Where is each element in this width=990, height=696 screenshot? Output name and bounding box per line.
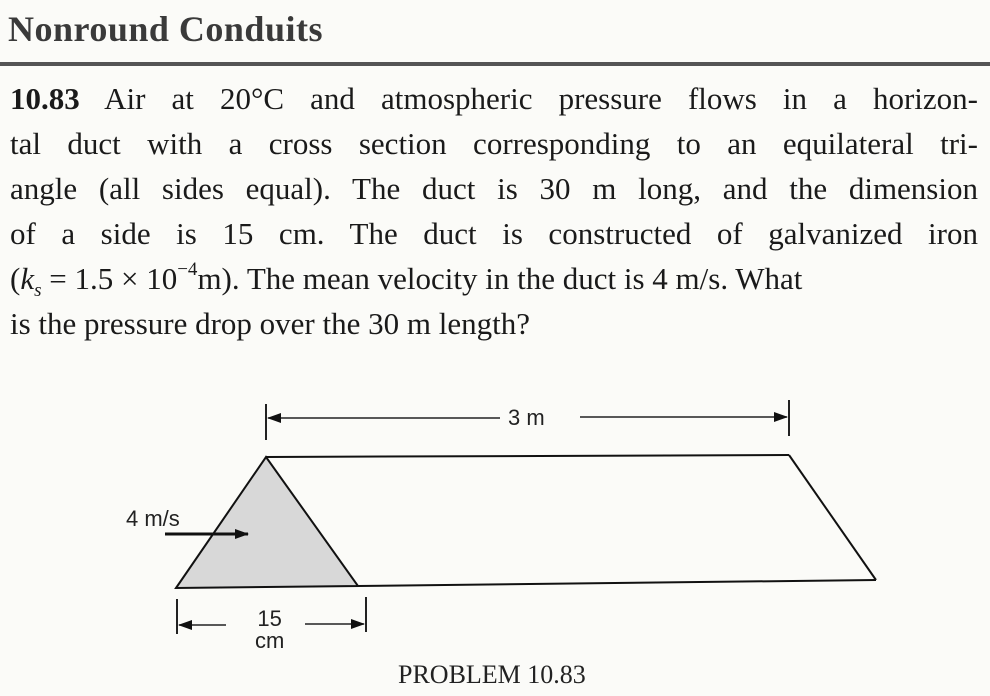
problem-line-1: 10.83 Air at 20°C and atmospheric pressure flows in a horizon-	[10, 81, 978, 116]
duct-bottom-edge	[358, 580, 876, 586]
duct-top-edge	[266, 455, 789, 457]
problem-line-4: of a side is 15 cm. The duct is constructed of galvanized iron	[10, 216, 978, 251]
roughness-symbol: k	[20, 261, 35, 296]
problem-line-6: is the pressure drop over the 30 m length?	[10, 306, 530, 341]
side-label: 15 cm	[255, 606, 285, 653]
duct-end-edge	[789, 455, 876, 580]
exponent: −4	[177, 258, 198, 280]
velocity-label: 4 m/s	[126, 506, 180, 531]
problem-number: 10.83	[10, 81, 80, 116]
figure-caption: PROBLEM 10.83	[398, 660, 586, 689]
problem-line-5: $(k_s = 1.5 \times 10^{-4}m)$. The mean velocity in the duct is 4 m/s. What	[10, 258, 803, 301]
section-title: Nonround Conduits	[8, 9, 323, 49]
length-label: 3 m	[508, 405, 545, 430]
triangle-cross-section	[176, 457, 358, 588]
problem-line-2: tal duct with a cross section corresponding to an equilateral tri-	[10, 126, 978, 161]
problem-line-3: angle (all sides equal). The duct is 30 m long, and the dimension	[10, 171, 978, 206]
